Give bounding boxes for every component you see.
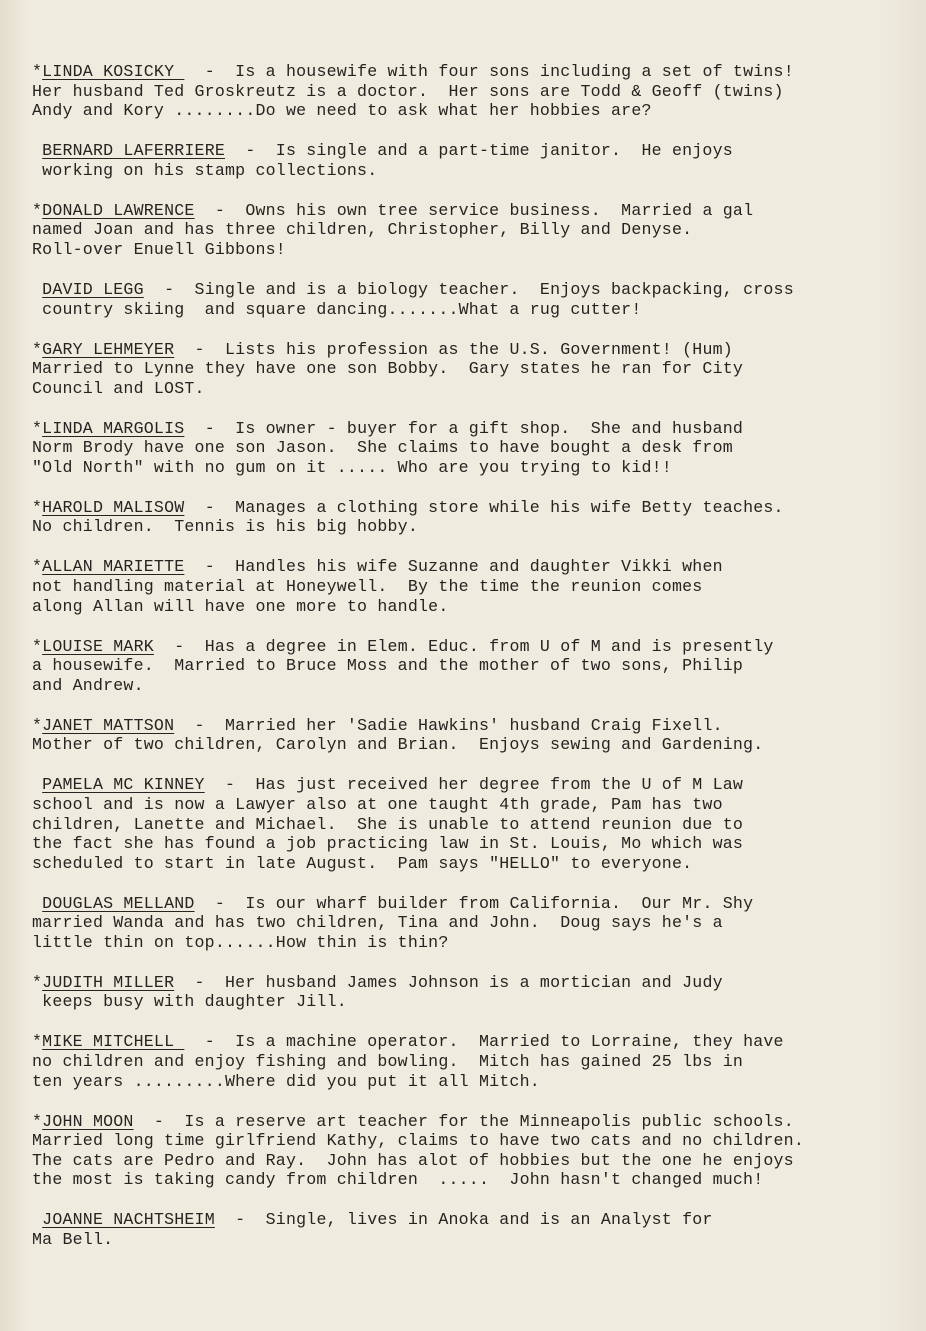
classmate-name: ALLAN MARIETTE [42, 557, 185, 577]
attending-marker: * [32, 1032, 43, 1052]
entry-text: - Lists his profession as the U.S. Government! (Hum) [174, 339, 733, 359]
entry-text-line: along Allan will have one more to handle. [32, 596, 449, 616]
classmate-name: DAVID LEGG [42, 279, 144, 299]
class-entry [32, 716, 902, 755]
entry-text-line: Andy and Kory ........Do we need to ask what her hobbies are? [32, 101, 652, 121]
classmate-name: JANET MATTSON [42, 715, 175, 735]
entry-first-line [32, 775, 902, 795]
entry-text-line: and Andrew. [32, 675, 144, 695]
entry-text: - Single and is a biology teacher. Enjoys backpacking, cross [143, 279, 794, 299]
classmate-name: PAMELA MC KINNEY [42, 775, 205, 795]
class-entry [32, 775, 902, 873]
class-entry [32, 1032, 902, 1091]
classmate-name: DONALD LAWRENCE [42, 200, 195, 220]
classmate-name: JOANNE NACHTSHEIM [42, 1210, 215, 1230]
entry-first-line [32, 1032, 902, 1052]
attending-marker: * [32, 497, 43, 517]
entry-text: - Is owner - buyer for a gift shop. She and husband [184, 418, 744, 438]
entry-first-line [32, 1210, 902, 1230]
class-entries-list [32, 62, 902, 1270]
entry-text-line: Norm Brody have one son Jason. She claims to have bought a desk from [32, 438, 733, 458]
attending-marker [32, 775, 42, 794]
entry-text: - Is a reserve art teacher for the Minneapolis public schools. [133, 1111, 794, 1131]
entry-text: - Owns his own tree service business. Married a gal [194, 200, 754, 220]
entry-text-line: little thin on top......How thin is thin? [32, 932, 449, 952]
class-entry [32, 201, 902, 260]
entry-text-line: no children and enjoy fishing and bowling. Mitch has gained 25 lbs in [32, 1052, 744, 1072]
entry-first-line [32, 973, 902, 993]
entry-first-line [32, 637, 902, 657]
attending-marker: * [32, 557, 43, 577]
attending-marker: * [32, 339, 43, 359]
classmate-name: BERNARD LAFERRIERE [42, 141, 226, 161]
class-entry [32, 62, 902, 121]
class-entry [32, 1210, 902, 1249]
class-entry [32, 340, 902, 399]
entry-text-line: country skiing and square dancing.......What a rug cutter! [32, 299, 642, 319]
attending-marker: * [32, 636, 43, 656]
entry-text-line: a housewife. Married to Bruce Moss and the mother of two sons, Philip [32, 656, 744, 676]
classmate-name: LOUISE MARK [42, 636, 154, 656]
attending-marker: * [32, 418, 43, 438]
attending-marker: * [32, 1111, 43, 1131]
class-entry [32, 280, 902, 319]
entry-text: - Single, lives in Anoka and is an Analyst for [214, 1210, 713, 1230]
entry-text: - Has just received her degree from the U of M Law [204, 775, 744, 795]
classmate-name: DOUGLAS MELLAND [42, 893, 195, 913]
entry-text-line: scheduled to start in late August. Pam says "HELLO" to everyone. [32, 853, 693, 873]
entry-first-line [32, 894, 902, 914]
class-entry [32, 894, 902, 953]
attending-marker [32, 141, 42, 160]
entry-text-line: "Old North" with no gum on it ..... Who are you trying to kid!! [32, 457, 672, 477]
classmate-name: JOHN MOON [42, 1111, 134, 1131]
classmate-name: LINDA MARGOLIS [42, 418, 185, 438]
entry-text: - Is our wharf builder from California. Our Mr. Shy [194, 893, 754, 913]
entry-text: - Is a machine operator. Married to Lorraine, they have [184, 1032, 784, 1052]
class-entry [32, 557, 902, 616]
class-entry [32, 498, 902, 537]
entry-text-line: Married long time girlfriend Kathy, claims to have two cats and no children. [32, 1131, 804, 1151]
class-entry [32, 141, 902, 180]
class-entry [32, 419, 902, 478]
entry-text-line: the fact she has found a job practicing law in St. Louis, Mo which was [32, 834, 744, 854]
entry-text-line: Her husband Ted Groskreutz is a doctor. Her sons are Todd & Geoff (twins) [32, 81, 784, 101]
attending-marker [32, 280, 42, 299]
attending-marker [32, 894, 42, 913]
entry-text-line: married Wanda and has two children, Tina and John. Doug says he's a [32, 913, 723, 933]
entry-first-line [32, 716, 902, 736]
entry-first-line [32, 62, 902, 82]
entry-text-line: ten years .........Where did you put it all Mitch. [32, 1071, 540, 1091]
entry-text: - Is a housewife with four sons including a set of twins! [184, 62, 794, 81]
class-entry [32, 637, 902, 696]
entry-text-line: Mother of two children, Carolyn and Brian. Enjoys sewing and Gardening. [32, 735, 764, 755]
attending-marker: * [32, 972, 43, 992]
entry-text-line: Ma Bell. [32, 1229, 114, 1249]
entry-first-line [32, 557, 902, 577]
entry-text: - Married her 'Sadie Hawkins' husband Craig Fixell. [174, 715, 723, 735]
entry-text-line: keeps busy with daughter Jill. [32, 992, 347, 1012]
class-entry [32, 1112, 902, 1190]
attending-marker: * [32, 715, 43, 735]
entry-first-line [32, 280, 902, 300]
entry-first-line [32, 340, 902, 360]
entry-first-line [32, 1112, 902, 1132]
class-entry [32, 973, 902, 1012]
entry-text-line: the most is taking candy from children ..... John hasn't changed much! [32, 1170, 764, 1190]
classmate-name: MIKE MITCHELL [42, 1032, 185, 1052]
entry-first-line [32, 141, 902, 161]
entry-first-line [32, 419, 902, 439]
entry-text-line: Roll-over Enuell Gibbons! [32, 239, 286, 259]
entry-text-line: Married to Lynne they have one son Bobby. Gary states he ran for City [32, 359, 744, 379]
entry-text-line: Council and LOST. [32, 378, 205, 398]
attending-marker [32, 1210, 42, 1229]
entry-text-line: No children. Tennis is his big hobby. [32, 517, 418, 537]
entry-first-line [32, 498, 902, 518]
entry-text: - Has a degree in Elem. Educ. from U of M and is presently [153, 636, 774, 656]
entry-text: - Her husband James Johnson is a mortician and Judy [174, 972, 723, 992]
classmate-name: JUDITH MILLER [42, 972, 175, 992]
classmate-name: LINDA KOSICKY [42, 62, 185, 81]
attending-marker: * [32, 200, 43, 220]
entry-text: - Is single and a part-time janitor. He enjoys [225, 141, 733, 161]
entry-text: - Manages a clothing store while his wife Betty teaches. [184, 497, 784, 517]
entry-text-line: working on his stamp collections. [32, 160, 378, 180]
entry-text-line: named Joan and has three children, Christopher, Billy and Denyse. [32, 220, 693, 240]
entry-text-line: not handling material at Honeywell. By the time the reunion comes [32, 577, 703, 597]
classmate-name: HAROLD MALISOW [42, 497, 185, 517]
entry-text: - Handles his wife Suzanne and daughter Vikki when [184, 557, 723, 577]
classmate-name: GARY LEHMEYER [42, 339, 175, 359]
entry-text-line: children, Lanette and Michael. She is unable to attend reunion due to [32, 814, 744, 834]
entry-text-line: school and is now a Lawyer also at one taught 4th grade, Pam has two [32, 794, 723, 814]
entry-first-line [32, 201, 902, 221]
entry-text-line: The cats are Pedro and Ray. John has alot of hobbies but the one he enjoys [32, 1150, 794, 1170]
attending-marker: * [32, 62, 43, 81]
